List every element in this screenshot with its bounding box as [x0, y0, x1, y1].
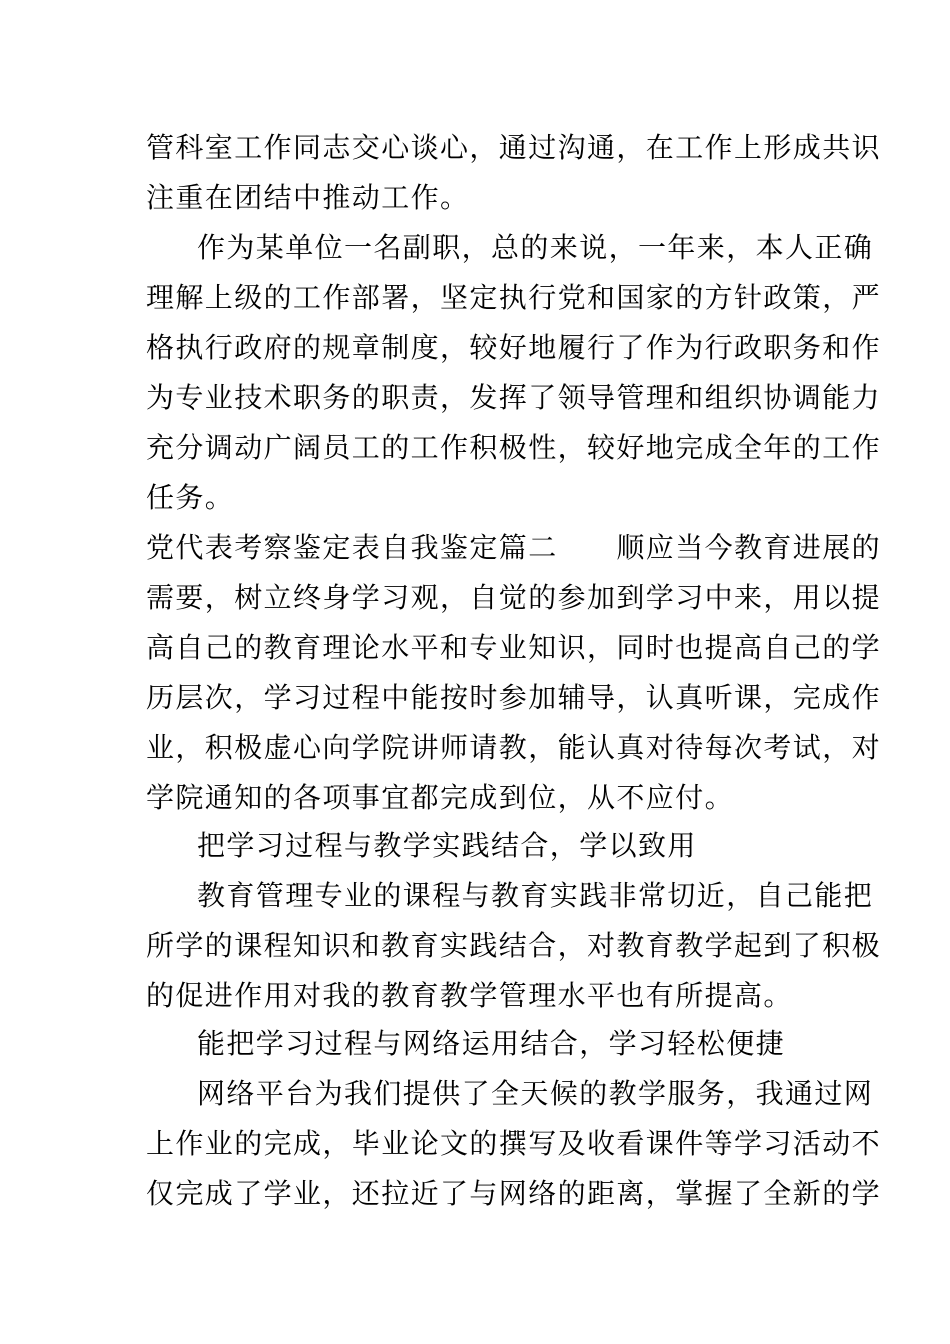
text-line: 任务。	[146, 481, 235, 514]
text-line: 的促进作用对我的教育教学管理水平也有所提高。	[146, 979, 793, 1012]
text-line: 高自己的教育理论水平和专业知识，同时也提高自己的学	[146, 631, 882, 664]
text-line: 历层次，学习过程中能按时参加辅导，认真听课，完成作	[146, 681, 882, 714]
text-line: 上作业的完成，毕业论文的撰写及收看课件等学习活动不	[146, 1127, 882, 1160]
text-line: 充分调动广阔员工的工作积极性，较好地完成全年的工作	[146, 431, 882, 464]
text-line: 所学的课程知识和教育实践结合，对教育教学起到了积极	[146, 929, 882, 962]
text-line: 理解上级的工作部署，坚定执行党和国家的方针政策，严	[146, 281, 882, 314]
text-line: 注重在团结中推动工作。	[146, 181, 470, 214]
paragraph-start-line: 作为某单位一名副职，总的来说，一年来，本人正确	[197, 231, 874, 264]
paragraph-start-line: 网络平台为我们提供了全天候的教学服务，我通过网	[197, 1077, 874, 1110]
subheading-line: 把学习过程与教学实践结合，学以致用	[197, 829, 697, 862]
text-line: 为专业技术职务的职责，发挥了领导管理和组织协调能力	[146, 381, 882, 414]
text-line: 业，积极虚心向学院讲师请教，能认真对待每次考试，对	[146, 731, 882, 764]
text-line: 学院通知的各项事宜都完成到位，从不应付。	[146, 781, 735, 814]
text-line: 仅完成了学业，还拉近了与网络的距离，掌握了全新的学	[146, 1177, 882, 1210]
paragraph-start-line: 教育管理专业的课程与教育实践非常切近，自己能把	[197, 879, 874, 912]
text-line: 格执行政府的规章制度，较好地履行了作为行政职务和作	[146, 331, 882, 364]
text-line: 管科室工作同志交心谈心，通过沟通，在工作上形成共识	[146, 131, 882, 164]
subheading-line: 能把学习过程与网络运用结合，学习轻松便捷	[197, 1027, 786, 1060]
section-heading-line: 党代表考察鉴定表自我鉴定篇二 顺应当今教育进展的	[146, 531, 882, 564]
text-line: 需要，树立终身学习观，自觉的参加到学习中来，用以提	[146, 581, 882, 614]
